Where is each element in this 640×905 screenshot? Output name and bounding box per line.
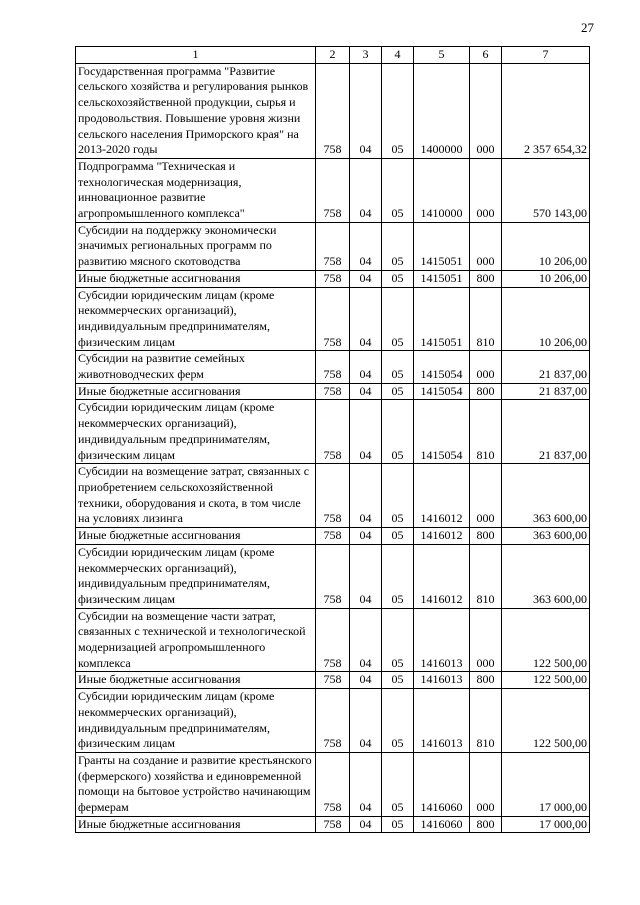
amount-cell: 122 500,00 (502, 689, 590, 753)
column-header: 4 (382, 47, 414, 64)
amount-cell: 21 837,00 (502, 383, 590, 400)
code-cell: 810 (470, 689, 502, 753)
code-cell: 810 (470, 400, 502, 464)
table-row (76, 287, 590, 351)
column-header: 2 (316, 47, 350, 64)
code-cell: 1416012 (414, 464, 470, 528)
row-name-cell: Подпрограмма "Техническая и технологическая модернизация, инновационное развитие агропромышленного комплекса" (76, 158, 316, 222)
code-cell: 758 (316, 383, 350, 400)
row-name-cell: Государственная программа "Развитие сельского хозяйства и регулирования рынков сельскохозяйственной продукции, сырья и продовольствия. Повышение уровня жизни сельского населения Приморского края" на 2013-2020 годы (76, 63, 316, 158)
code-cell: 000 (470, 464, 502, 528)
code-cell: 758 (316, 63, 350, 158)
code-cell: 04 (350, 528, 382, 545)
table-row (76, 270, 590, 287)
code-cell: 758 (316, 400, 350, 464)
code-cell: 04 (350, 287, 382, 351)
code-cell: 758 (316, 689, 350, 753)
code-cell: 05 (382, 383, 414, 400)
code-cell: 758 (316, 222, 350, 270)
code-cell: 800 (470, 816, 502, 833)
amount-cell: 17 000,00 (502, 752, 590, 816)
table-row (76, 528, 590, 545)
code-cell: 04 (350, 464, 382, 528)
row-name-cell: Иные бюджетные ассигнования (76, 816, 316, 833)
row-name-cell: Субсидии юридическим лицам (кроме некоммерческих организаций), индивидуальным предпринимателям, физическим лицам (76, 689, 316, 753)
code-cell: 05 (382, 464, 414, 528)
budget-table (75, 46, 590, 833)
row-name-cell: Субсидии юридическим лицам (кроме некоммерческих организаций), индивидуальным предпринимателям, физическим лицам (76, 400, 316, 464)
code-cell: 000 (470, 222, 502, 270)
table-row (76, 816, 590, 833)
row-name-cell: Иные бюджетные ассигнования (76, 383, 316, 400)
column-header: 7 (502, 47, 590, 64)
code-cell: 000 (470, 351, 502, 383)
row-name-cell: Субсидии юридическим лицам (кроме некоммерческих организаций), индивидуальным предпринимателям, физическим лицам (76, 287, 316, 351)
code-cell: 05 (382, 689, 414, 753)
code-cell: 758 (316, 816, 350, 833)
column-header: 5 (414, 47, 470, 64)
amount-cell: 10 206,00 (502, 222, 590, 270)
header-row (76, 47, 590, 64)
code-cell: 758 (316, 351, 350, 383)
code-cell: 04 (350, 63, 382, 158)
code-cell: 800 (470, 383, 502, 400)
row-name-cell: Субсидии на поддержку экономически значимых региональных программ по развитию мясного скотоводства (76, 222, 316, 270)
code-cell: 05 (382, 544, 414, 608)
code-cell: 810 (470, 544, 502, 608)
amount-cell: 10 206,00 (502, 270, 590, 287)
code-cell: 758 (316, 287, 350, 351)
code-cell: 05 (382, 672, 414, 689)
code-cell: 1415051 (414, 270, 470, 287)
row-name-cell: Гранты на создание и развитие крестьянского (фермерского) хозяйства и единовременной помощи на бытовое устройство начинающим фермерам (76, 752, 316, 816)
code-cell: 05 (382, 63, 414, 158)
table-row (76, 158, 590, 222)
code-cell: 000 (470, 158, 502, 222)
code-cell: 04 (350, 544, 382, 608)
row-name-cell: Субсидии на возмещение части затрат, связанных с технической и технологической модернизацией агропромышленного комплекса (76, 608, 316, 672)
code-cell: 758 (316, 544, 350, 608)
code-cell: 800 (470, 270, 502, 287)
code-cell: 800 (470, 528, 502, 545)
code-cell: 1416060 (414, 816, 470, 833)
table-row (76, 752, 590, 816)
code-cell: 1415054 (414, 383, 470, 400)
code-cell: 1415051 (414, 287, 470, 351)
code-cell: 758 (316, 672, 350, 689)
table-row (76, 63, 590, 158)
code-cell: 04 (350, 608, 382, 672)
table-row (76, 464, 590, 528)
code-cell: 1415054 (414, 400, 470, 464)
code-cell: 1416013 (414, 689, 470, 753)
code-cell: 05 (382, 752, 414, 816)
code-cell: 05 (382, 287, 414, 351)
table-row (76, 400, 590, 464)
code-cell: 04 (350, 752, 382, 816)
amount-cell: 122 500,00 (502, 672, 590, 689)
page-number: 27 (581, 20, 594, 35)
code-cell: 04 (350, 222, 382, 270)
amount-cell: 2 357 654,32 (502, 63, 590, 158)
code-cell: 810 (470, 287, 502, 351)
code-cell: 758 (316, 528, 350, 545)
amount-cell: 122 500,00 (502, 608, 590, 672)
table-row (76, 383, 590, 400)
code-cell: 05 (382, 270, 414, 287)
table-row (76, 608, 590, 672)
code-cell: 1416013 (414, 672, 470, 689)
code-cell: 758 (316, 270, 350, 287)
code-cell: 05 (382, 400, 414, 464)
code-cell: 1416012 (414, 528, 470, 545)
table-row (76, 351, 590, 383)
code-cell: 758 (316, 608, 350, 672)
code-cell: 1416012 (414, 544, 470, 608)
code-cell: 05 (382, 351, 414, 383)
code-cell: 05 (382, 608, 414, 672)
code-cell: 758 (316, 752, 350, 816)
amount-cell: 21 837,00 (502, 351, 590, 383)
row-name-cell: Иные бюджетные ассигнования (76, 528, 316, 545)
code-cell: 04 (350, 383, 382, 400)
column-header: 3 (350, 47, 382, 64)
row-name-cell: Иные бюджетные ассигнования (76, 270, 316, 287)
code-cell: 04 (350, 816, 382, 833)
code-cell: 05 (382, 528, 414, 545)
code-cell: 000 (470, 63, 502, 158)
amount-cell: 21 837,00 (502, 400, 590, 464)
code-cell: 04 (350, 672, 382, 689)
code-cell: 800 (470, 672, 502, 689)
table-row (76, 222, 590, 270)
amount-cell: 363 600,00 (502, 528, 590, 545)
code-cell: 05 (382, 158, 414, 222)
code-cell: 000 (470, 608, 502, 672)
amount-cell: 570 143,00 (502, 158, 590, 222)
column-header: 1 (76, 47, 316, 64)
code-cell: 1415051 (414, 222, 470, 270)
code-cell: 758 (316, 464, 350, 528)
code-cell: 1400000 (414, 63, 470, 158)
code-cell: 1416013 (414, 608, 470, 672)
table-row (76, 672, 590, 689)
row-name-cell: Субсидии на развитие семейных животноводческих ферм (76, 351, 316, 383)
code-cell: 1410000 (414, 158, 470, 222)
amount-cell: 10 206,00 (502, 287, 590, 351)
code-cell: 000 (470, 752, 502, 816)
row-name-cell: Иные бюджетные ассигнования (76, 672, 316, 689)
code-cell: 04 (350, 689, 382, 753)
code-cell: 04 (350, 351, 382, 383)
code-cell: 1415054 (414, 351, 470, 383)
amount-cell: 363 600,00 (502, 464, 590, 528)
amount-cell: 17 000,00 (502, 816, 590, 833)
code-cell: 05 (382, 816, 414, 833)
code-cell: 758 (316, 158, 350, 222)
row-name-cell: Субсидии юридическим лицам (кроме некоммерческих организаций), индивидуальным предпринимателям, физическим лицам (76, 544, 316, 608)
table-row (76, 689, 590, 753)
code-cell: 1416060 (414, 752, 470, 816)
code-cell: 04 (350, 400, 382, 464)
code-cell: 04 (350, 270, 382, 287)
amount-cell: 363 600,00 (502, 544, 590, 608)
code-cell: 04 (350, 158, 382, 222)
code-cell: 05 (382, 222, 414, 270)
column-header: 6 (470, 47, 502, 64)
table-row (76, 544, 590, 608)
row-name-cell: Субсидии на возмещение затрат, связанных с приобретением сельскохозяйственной техники, оборудования и скота, в том числе на условиях лизинга (76, 464, 316, 528)
